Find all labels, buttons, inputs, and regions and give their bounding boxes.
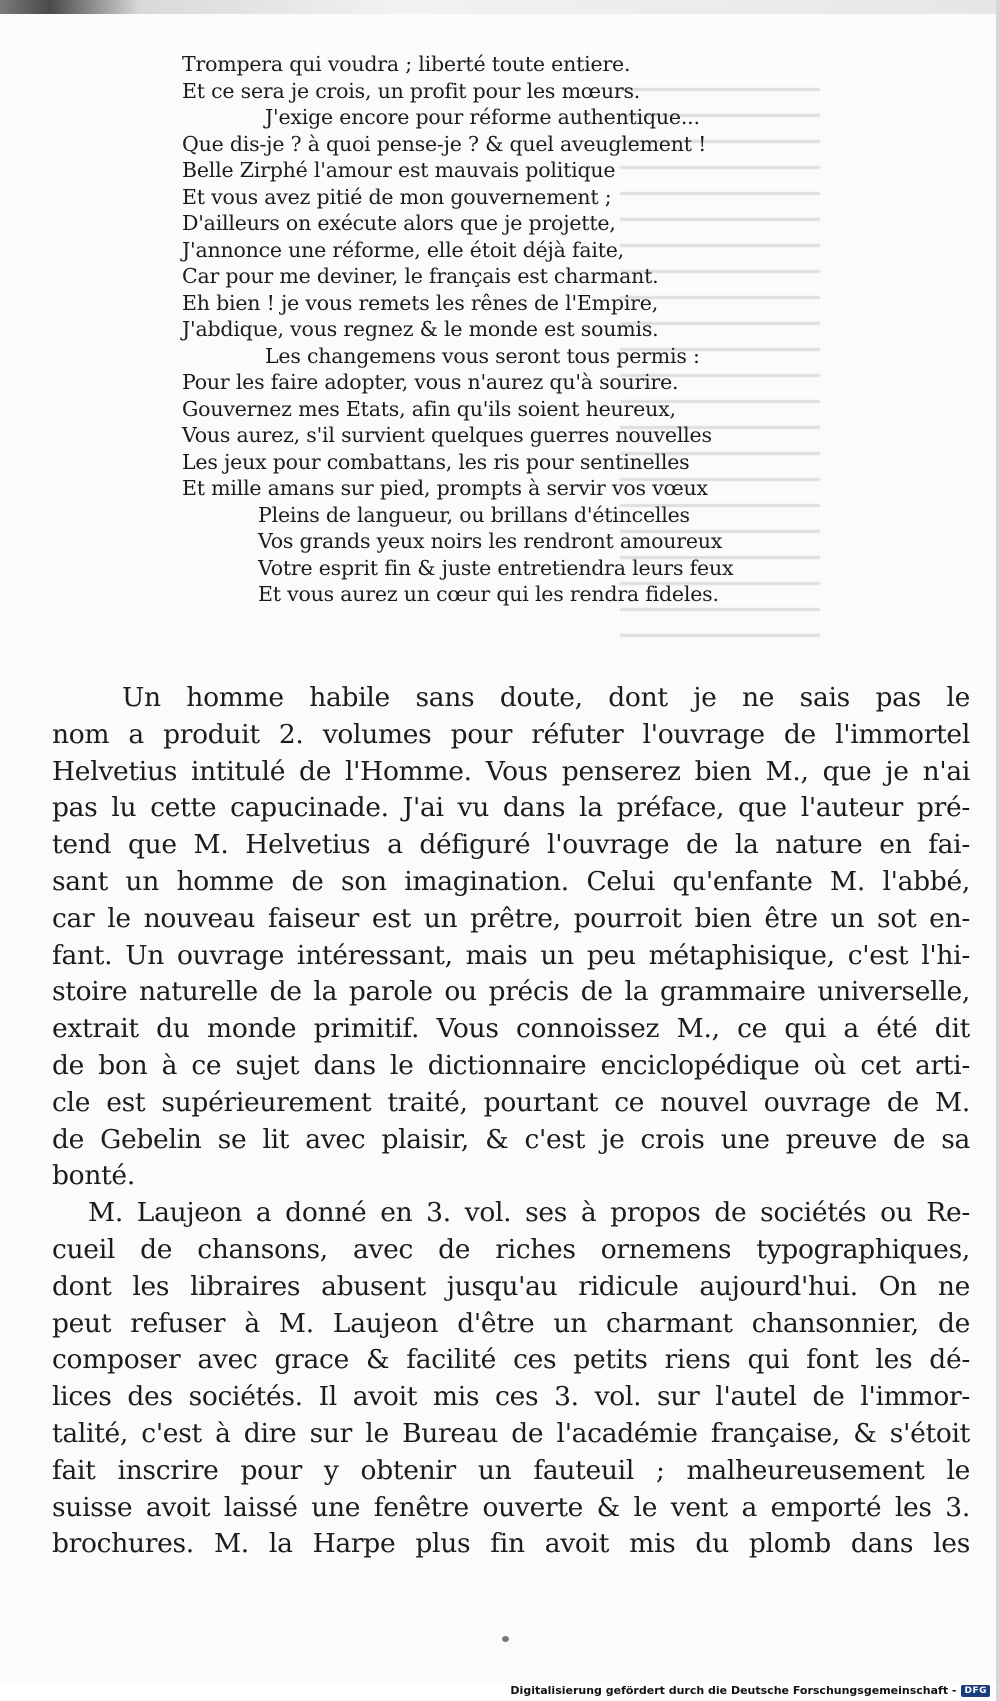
verse-line: J'annonce une réforme, elle étoit déjà faite, [182, 237, 624, 262]
prose-line: dont les libraires abusent jusqu'au ridicule aujourd'hui. On ne [52, 1270, 970, 1302]
verse-line: Les changemens vous seront tous permis : [265, 343, 700, 368]
verse-line: Eh bien ! je vous remets les rênes de l'Empire, [182, 290, 659, 315]
prose-line: peut refuser à M. Laujeon d'être un charmant chansonnier, de [52, 1307, 970, 1339]
prose-line: Helvetius intitulé de l'Homme. Vous penserez bien M., que je n'ai [52, 755, 970, 787]
digitization-footer [510, 1684, 990, 1697]
prose-line: de Gebelin se lit avec plaisir, & c'est je crois une preuve de sa [52, 1123, 970, 1155]
prose-line: cle est supérieurement traité, pourtant ce nouvel ouvrage de M. [52, 1086, 970, 1118]
prose-line: nom a produit 2. volumes pour réfuter l'ouvrage de l'immortel [52, 718, 970, 750]
prose-line: cueil de chansons, avec de riches ornemens typographiques, [52, 1233, 970, 1265]
verse-line: Trompera qui voudra ; liberté toute entiere. [182, 52, 631, 76]
verse-line: D'ailleurs on exécute alors que je projette, [182, 211, 616, 235]
prose-line: sant un homme de son imagination. Celui qu'enfante M. l'abbé, [52, 865, 970, 897]
verse-line: Car pour me deviner, le français est charmant. [182, 264, 659, 288]
verse-line: Vous aurez, s'il survient quelques guerres nouvelles [182, 423, 712, 447]
prose-line: Un homme habile sans doute, dont je ne sais pas le [122, 682, 970, 713]
prose-line: lices des sociétés. Il avoit mis ces 3. vol. sur l'autel de l'immor- [52, 1381, 970, 1413]
verse-line: Et vous avez pitié de mon gouvernement ; [182, 184, 612, 209]
scan-top-edge [0, 0, 1000, 14]
prose-line: fait inscrire pour y obtenir un fauteuil ; malheureusement le [52, 1454, 970, 1486]
prose-line: brochures. M. la Harpe plus fin avoit mis du plomb dans les [52, 1528, 970, 1560]
prose-line: pas lu cette capucinade. J'ai vu dans la préface, que l'auteur pré- [52, 792, 970, 824]
verse-block [182, 51, 734, 608]
verse-line: J'exige encore pour réforme authentique... [265, 105, 700, 129]
verse-line: Votre esprit fin & juste entretiendra leurs feux [258, 555, 734, 580]
verse-line: Gouvernez mes Etats, afin qu'ils soient heureux, [182, 396, 676, 421]
prose-line: M. Laujeon a donné en 3. vol. ses à propos de sociétés ou Re- [88, 1197, 970, 1229]
verse-line: Pour les faire adopter, vous n'aurez qu'à sourire. [182, 370, 679, 394]
prose-line: tend que M. Helvetius a défiguré l'ouvrage de la nature en fai- [52, 829, 970, 861]
verse-line: J'abdique, vous regnez & le monde est soumis. [182, 317, 659, 341]
verse-line: Les jeux pour combattans, les ris pour sentinelles [182, 449, 690, 474]
dfg-logo: DFG [961, 1685, 990, 1697]
prose-line: bonté. [52, 1160, 135, 1192]
prose-line: suisse avoit laissé une fenêtre ouverte & le vent a emporté les 3. [52, 1491, 970, 1523]
scan-right-edge [996, 0, 1000, 1701]
verse-line: Belle Zirphé l'amour est mauvais politique [182, 158, 616, 182]
prose-line: talité, c'est à dire sur le Bureau de l'académie française, & s'étoit [52, 1417, 970, 1449]
prose-block [52, 680, 970, 1563]
digitization-credit: Digitalisierung gefördert durch die Deutsche Forschungsgemeinschaft - [510, 1684, 957, 1697]
prose-line: de bon à ce sujet dans le dictionnaire enciclopédique où cet arti- [52, 1049, 970, 1081]
prose-line: composer avec grace & facilité ces petits riens qui font les dé- [52, 1344, 970, 1376]
prose-line: extrait du monde primitif. Vous connoissez M., ce qui a été dit [52, 1013, 970, 1045]
prose-line: car le nouveau faiseur est un prêtre, pourroit bien être un sot en- [52, 902, 970, 934]
verse-line: Et ce sera je crois, un profit pour les mœurs. [182, 78, 641, 103]
verse-line: Pleins de langueur, ou brillans d'étincelles [258, 502, 690, 527]
prose-line: fant. Un ouvrage intéressant, mais un peu métaphisique, c'est l'hi- [52, 939, 970, 971]
verse-line: Vos grands yeux noirs les rendront amoureux [258, 529, 723, 553]
verse-line: Que dis-je ? à quoi pense-je ? & quel aveuglement ! [182, 131, 707, 156]
verse-line: Et vous aurez un cœur qui les rendra fideles. [258, 582, 719, 606]
ink-speck [502, 1636, 509, 1642]
verse-line: Et mille amans sur pied, prompts à servir vos vœux [182, 476, 708, 500]
prose-line: stoire naturelle de la parole ou précis de la grammaire universelle, [52, 976, 970, 1008]
